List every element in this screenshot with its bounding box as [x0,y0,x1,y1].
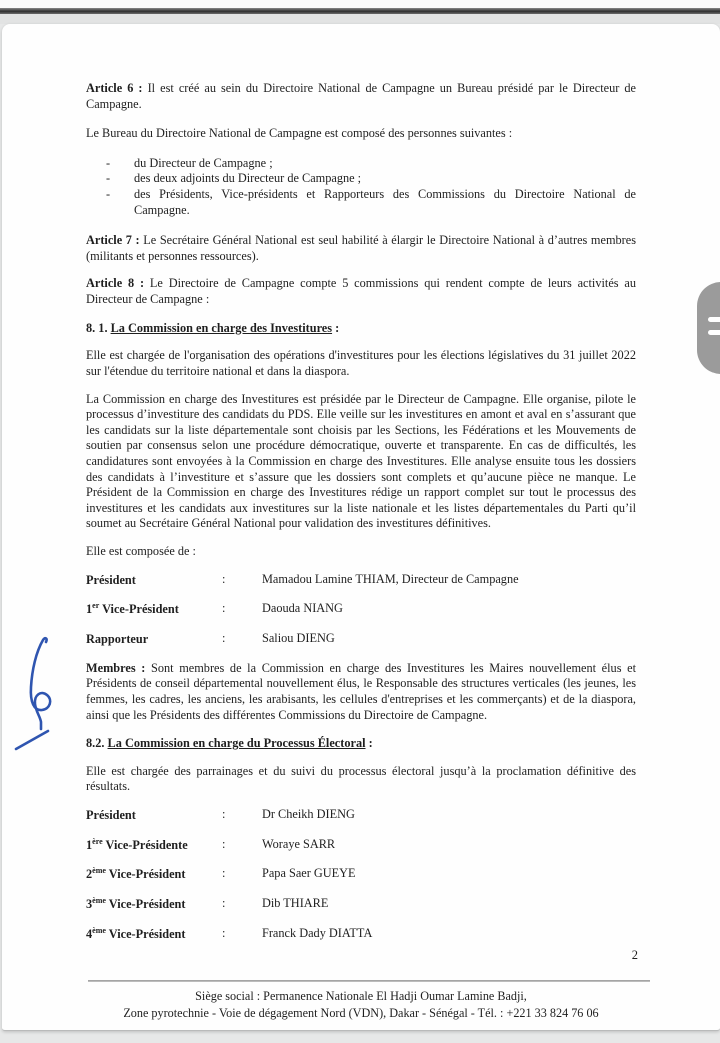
roster-role: 3ème Vice-Président [86,896,186,912]
roster-role: 1ère Vice-Présidente [86,836,188,852]
section-8-1-heading [86,321,636,337]
investitures-detail-paragraph: La Commission en charge des Investitures est présidée par le Directeur de Campagne. Elle organise, pilote le processus d’investiture des candidats du PDS. Elle veille sur les investitures en amont et aval en s’assurant que les candidats sur la liste départementale sont choisis par les Sections, les Fédérations et les Mouvements de soutien par consensus selon une procédure démocratique, ouverte et transparente. En cas de difficultés, les candidatures sont envoyées à la Commission en charge des Investitures. Elle analyse ensuite tous les dossiers des candidats à l’investiture et s’assure que les dossiers sont complets et qu’aucune pièce ne manque. Le Président de la Commission en charge des Investitures rédige un rapport complet sur tout le processus des investitures et les candidats aux investitures sur la liste nationale et les listes départementales du Parti qu’il soumet au Secrétaire Général National pour validation des investitures définitives. [86,391,636,531]
roster-role: 1er Vice-Président [86,601,179,617]
scan-top-margin [0,0,720,8]
article-6-text: Il est créé au sein du Directoire National de Campagne un Bureau présidé par le Directeur de Campagne. [86,81,636,111]
list-item-text: du Directeur de Campagne ; [134,155,273,170]
handwritten-mark [8,632,72,772]
scroll-drag-handle[interactable] [697,282,720,374]
roster-name: Mamadou Lamine THIAM, Directeur de Campagne [262,571,519,586]
roster-name: Franck Dady DIATTA [262,925,373,940]
article-6-label: Article 6 : [86,81,143,95]
article-7-label: Article 7 : [86,233,140,248]
roster-colon: : [222,866,226,881]
roster-row [86,896,636,913]
drag-handle-icon [708,317,720,322]
document-page [2,24,720,1031]
roster-name: Dr Cheikh DIENG [262,807,355,821]
roster-colon: : [222,896,226,911]
roster-name: Saliou DIENG [262,631,335,646]
roster-colon: : [222,807,226,821]
section-title: La Commission en charge du Processus Électoral [107,736,366,751]
roster-name: Woraye SARR [262,836,336,851]
roster-colon: : [222,836,226,851]
roster-row [86,866,636,883]
membres-label: Membres : [86,660,146,675]
roster-role: 2ème Vice-Président [86,866,186,882]
footer-address-line1: Siège social : Permanence Nationale El Hadji Oumar Lamine Badji, [195,989,527,1003]
article-7-text: Le Secrétaire Général National est seul habilité à élargir le Directoire National à d’autres membres (militants et personnes ressources). [86,233,636,263]
roster-colon: : [222,601,226,616]
roster-colon: : [222,571,226,586]
dash-bullet-icon: - [106,187,111,202]
roster-role: Président [86,808,136,823]
roster-row [86,572,636,589]
section-suffix: : [332,320,340,335]
list-item-text: des deux adjoints du Directeur de Campagne ; [134,171,362,186]
dash-bullet-icon: - [106,155,111,170]
parrainages-paragraph: Elle est chargée des parrainages et du suivi du processus électoral jusqu’à la proclamation définitive des résultats. [86,763,636,794]
article-8-label: Article 8 : [86,276,145,291]
roster-role: Rapporteur [86,632,149,647]
roster-colon: : [222,631,226,646]
roster-name: Papa Saer GUEYE [262,866,356,881]
list-item [86,171,636,187]
roster-row [86,807,636,824]
article-8-text: Le Directoire de Campagne compte 5 commissions qui rendent compte de leurs activités au Directeur de Campagne : [86,276,637,307]
membres-text: Sont membres de la Commission en charge des Investitures les Maires nouvellement élus et Présidents de conseil départemental nouvellement élus, le Responsable des structures verticales (les jeunes, les femmes, les cadres, les anciens, les arabisants, les cellules d'entreprises et les commerçants) et de la diaspora, ainsi que les Présidents des différentes Commissions du Directoire de Campagne. [86,660,636,722]
list-item [86,156,636,172]
footer-divider [88,980,650,982]
section-title: La Commission en charge des Investitures [110,320,333,335]
roster-row [86,631,636,648]
page-footer [2,988,720,1022]
composee-paragraph: Elle est composée de : [86,544,196,559]
article-7-paragraph [86,233,636,264]
roster-role: 4ème Vice-Président [86,925,186,941]
drag-handle-icon [708,330,720,335]
roster-row [86,601,636,618]
list-item [86,187,636,218]
processus-electoral-roster [86,807,636,943]
roster-colon: : [222,925,226,940]
section-8-2-heading [86,736,636,752]
membres-paragraph [86,661,636,723]
article-8-paragraph [86,276,636,307]
section-suffix: : [365,736,373,751]
section-number: 8. 1. [86,320,111,335]
investitures-role-paragraph: Elle est chargée de l'organisation des opérations d'investitures pour les élections législatives du 31 juillet 2022 sur l'étendue du territoire national et dans la diaspora. [86,348,636,378]
roster-name: Daouda NIANG [262,601,343,616]
page-gap [0,14,720,24]
roster-name: Dib THIARE [262,896,329,911]
roster-row [86,926,636,943]
roster-row [86,837,636,854]
article-6-paragraph [86,81,636,112]
section-number: 8.2. [86,736,108,751]
investitures-roster [86,572,636,648]
page-number: 2 [631,948,638,962]
dash-bullet-icon: - [106,171,111,186]
roster-role: Président [86,572,136,587]
document-content [2,24,720,956]
bureau-member-list [86,156,636,218]
footer-address-line2: Zone pyrotechnie - Voie de dégagement Nord (VDN), Dakar - Sénégal - Tél. : +221 33 824 76 06 [123,1005,599,1020]
list-item-text: des Présidents, Vice-présidents et Rapporteurs des Commissions du Directoire National de Campagne. [134,187,636,217]
bureau-intro-paragraph: Le Bureau du Directoire National de Campagne est composé des personnes suivantes : [86,126,513,141]
